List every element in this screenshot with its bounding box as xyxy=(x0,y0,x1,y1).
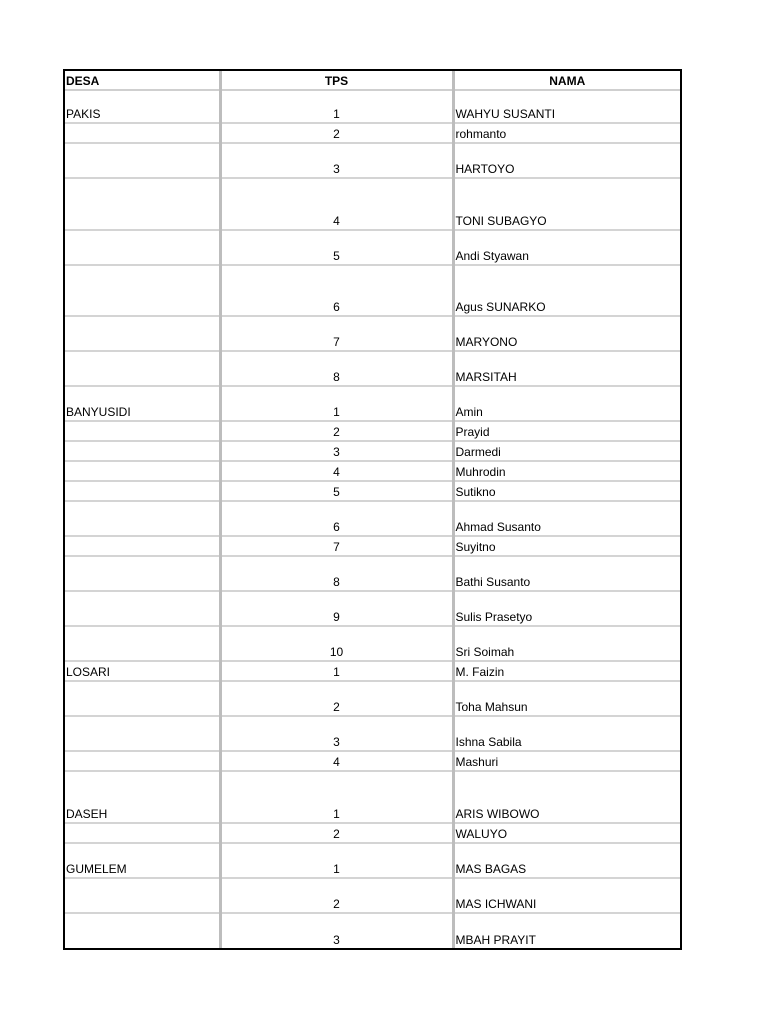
desa-cell: BANYUSIDI xyxy=(65,386,220,421)
desa-cell xyxy=(65,823,220,843)
tps-cell: 4 xyxy=(220,461,453,481)
nama-cell: Ishna Sabila xyxy=(453,716,680,751)
desa-cell: DASEH xyxy=(65,771,220,823)
tps-cell: 4 xyxy=(220,751,453,771)
table-row xyxy=(65,751,680,771)
desa-cell xyxy=(65,265,220,316)
desa-cell xyxy=(65,230,220,265)
nama-cell: Mashuri xyxy=(453,751,680,771)
header-nama: NAMA xyxy=(453,71,680,90)
nama-cell: ARIS WIBOWO xyxy=(453,771,680,823)
table-row xyxy=(65,351,680,386)
tps-cell: 2 xyxy=(220,681,453,716)
tps-cell: 7 xyxy=(220,536,453,556)
nama-cell: WAHYU SUSANTI xyxy=(453,90,680,123)
table-row xyxy=(65,843,680,878)
desa-cell xyxy=(65,556,220,591)
tps-cell: 1 xyxy=(220,771,453,823)
desa-cell xyxy=(65,501,220,536)
desa-cell xyxy=(65,441,220,461)
nama-cell: HARTOYO xyxy=(453,143,680,178)
tps-cell: 2 xyxy=(220,123,453,143)
tps-cell: 5 xyxy=(220,481,453,501)
nama-cell: MARYONO xyxy=(453,316,680,351)
header-desa: DESA xyxy=(65,71,220,90)
desa-cell: PAKIS xyxy=(65,90,220,123)
table-row xyxy=(65,913,680,948)
nama-cell: Ahmad Susanto xyxy=(453,501,680,536)
tps-cell: 3 xyxy=(220,441,453,461)
tps-cell: 2 xyxy=(220,878,453,913)
tps-cell: 10 xyxy=(220,626,453,661)
table-row xyxy=(65,536,680,556)
desa-tps-nama-table xyxy=(65,71,680,948)
table-row xyxy=(65,501,680,536)
table-row xyxy=(65,421,680,441)
nama-cell: Toha Mahsun xyxy=(453,681,680,716)
nama-cell: MARSITAH xyxy=(453,351,680,386)
table-row xyxy=(65,681,680,716)
table-row xyxy=(65,441,680,461)
desa-cell xyxy=(65,878,220,913)
desa-cell xyxy=(65,913,220,948)
tps-cell: 1 xyxy=(220,386,453,421)
nama-cell: Agus SUNARKO xyxy=(453,265,680,316)
table-row xyxy=(65,823,680,843)
nama-cell: Prayid xyxy=(453,421,680,441)
table-row xyxy=(65,143,680,178)
tps-cell: 8 xyxy=(220,351,453,386)
table-row xyxy=(65,661,680,681)
nama-cell: rohmanto xyxy=(453,123,680,143)
tps-cell: 5 xyxy=(220,230,453,265)
tps-cell: 6 xyxy=(220,265,453,316)
nama-cell: M. Faizin xyxy=(453,661,680,681)
spreadsheet-table xyxy=(63,69,682,950)
table-row xyxy=(65,90,680,123)
table-row xyxy=(65,386,680,421)
tps-cell: 3 xyxy=(220,716,453,751)
desa-cell xyxy=(65,351,220,386)
table-row xyxy=(65,230,680,265)
nama-cell: Bathi Susanto xyxy=(453,556,680,591)
nama-cell: MAS BAGAS xyxy=(453,843,680,878)
table-row xyxy=(65,461,680,481)
table-row xyxy=(65,716,680,751)
desa-cell xyxy=(65,178,220,230)
tps-cell: 9 xyxy=(220,591,453,626)
header-tps: TPS xyxy=(220,71,453,90)
nama-cell: Muhrodin xyxy=(453,461,680,481)
desa-cell: GUMELEM xyxy=(65,843,220,878)
tps-cell: 1 xyxy=(220,843,453,878)
nama-cell: Suyitno xyxy=(453,536,680,556)
tps-cell: 8 xyxy=(220,556,453,591)
nama-cell: Andi Styawan xyxy=(453,230,680,265)
table-row xyxy=(65,123,680,143)
header-row xyxy=(65,71,680,90)
desa-cell xyxy=(65,591,220,626)
table-row xyxy=(65,591,680,626)
tps-cell: 7 xyxy=(220,316,453,351)
desa-cell xyxy=(65,716,220,751)
tps-cell: 1 xyxy=(220,661,453,681)
table-row xyxy=(65,178,680,230)
nama-cell: Amin xyxy=(453,386,680,421)
tps-cell: 3 xyxy=(220,143,453,178)
nama-cell: MBAH PRAYIT xyxy=(455,933,536,947)
desa-cell xyxy=(65,536,220,556)
desa-cell xyxy=(65,751,220,771)
table-row xyxy=(65,556,680,591)
table-row xyxy=(65,771,680,823)
table-row xyxy=(65,481,680,501)
table-row xyxy=(65,265,680,316)
nama-cell: Sutikno xyxy=(453,481,680,501)
nama-cell: Sulis Prasetyo xyxy=(453,591,680,626)
table-row xyxy=(65,878,680,913)
desa-cell xyxy=(65,421,220,441)
tps-cell: 1 xyxy=(220,90,453,123)
table-row xyxy=(65,626,680,661)
nama-cell: MAS ICHWANI xyxy=(453,878,680,913)
table-row xyxy=(65,316,680,351)
tps-cell: 6 xyxy=(220,501,453,536)
nama-cell: Sri Soimah xyxy=(453,626,680,661)
desa-cell xyxy=(65,481,220,501)
nama-cell: WALUYO xyxy=(453,823,680,843)
desa-cell xyxy=(65,123,220,143)
desa-cell xyxy=(65,461,220,481)
tps-cell: 2 xyxy=(220,421,453,441)
desa-cell xyxy=(65,316,220,351)
tps-cell: 2 xyxy=(220,823,453,843)
tps-cell: 4 xyxy=(220,178,453,230)
desa-cell: LOSARI xyxy=(65,661,220,681)
desa-cell xyxy=(65,143,220,178)
nama-cell: Darmedi xyxy=(453,441,680,461)
tps-cell: 3 xyxy=(220,913,453,948)
desa-cell xyxy=(65,626,220,661)
nama-cell: TONI SUBAGYO xyxy=(453,178,680,230)
desa-cell xyxy=(65,681,220,716)
